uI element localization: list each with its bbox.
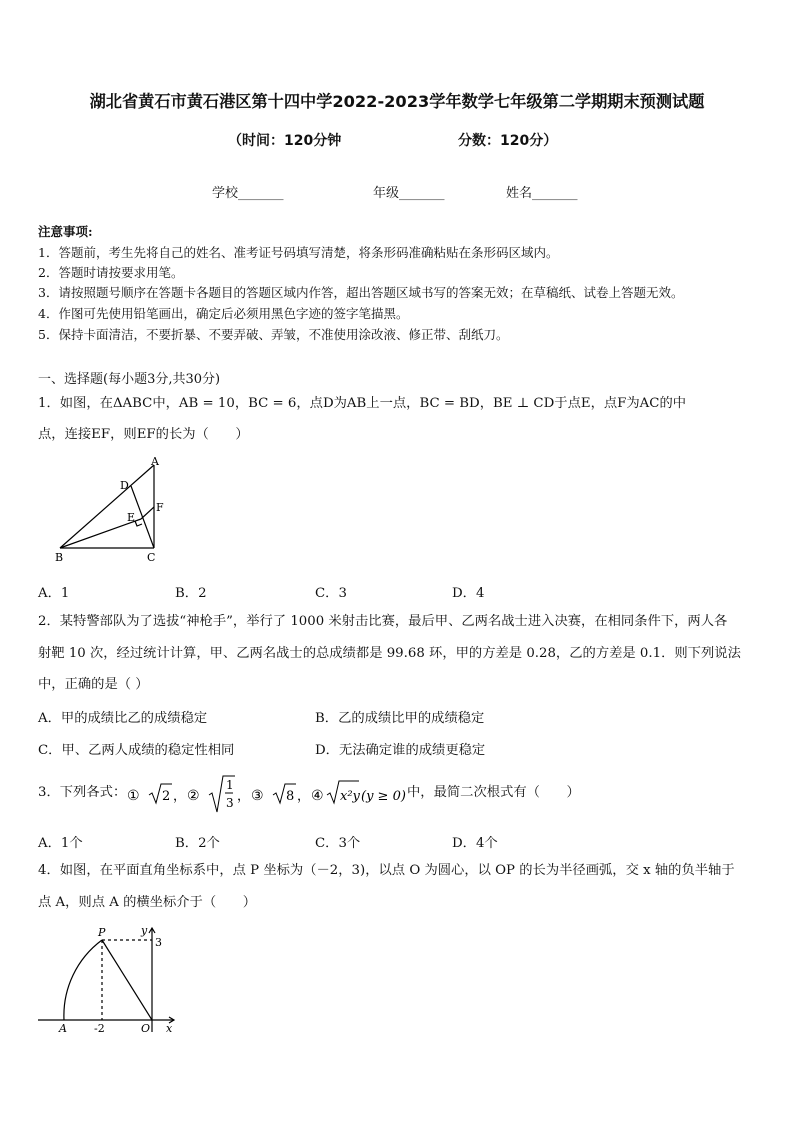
q2-option-c[interactable]: C．甲、乙两人成绩的稳定性相同 <box>38 743 235 758</box>
q2-option-d[interactable]: D．无法确定谁的成绩更稳定 <box>315 743 486 758</box>
q3-radicand-3: 8 <box>286 789 295 804</box>
q4-label-o: O <box>141 1022 151 1035</box>
q1-option-a[interactable]: A．1 <box>38 586 70 601</box>
q4-text-line1: 4．如图，在平面直角坐标系中，点 P 坐标为（－2，3)，以点 O 为圆心，以 OP 的长为半径画弧，交 x 轴的负半轴于 <box>38 863 735 878</box>
notice-item: 5．保持卡面清洁，不要折暴、不要弄破、弄皱，不准使用涂改液、修正带、刮纸刀。 <box>38 327 509 342</box>
school-field: 学校_______ <box>212 186 284 201</box>
q1-option-d[interactable]: D．4 <box>452 586 485 601</box>
q3-mark-1: ① <box>127 788 140 804</box>
q3-radicand-1: 2 <box>162 789 171 804</box>
q1-label-a: A <box>151 455 159 468</box>
q3-suffix: 中，最简二次根式有（ ） <box>407 785 580 800</box>
q3-mark-3: ③ <box>251 788 264 804</box>
exam-title: 湖北省黄石市黄石港区第十四中学2022-2023学年数学七年级第二学期期末预测试题 <box>89 92 705 111</box>
q4-label-neg2: -2 <box>94 1022 105 1035</box>
q2-option-a[interactable]: A．甲的成绩比乙的成绩稳定 <box>38 711 208 726</box>
q1-label-b: B <box>55 551 64 564</box>
q1-label-e: E <box>127 511 136 524</box>
q4-label-3: 3 <box>155 936 162 949</box>
exam-time: （时间：120分钟 <box>228 133 342 149</box>
q3-condition: (y ≥ 0) <box>361 789 406 804</box>
q1-text-line1: 1．如图，在ΔABC中，AB = 10，BC = 6，点D为AB上一点，BC = BD，BE ⊥ CD于点E，点F为AC的中 <box>38 396 687 411</box>
q3-mark-4: ④ <box>311 788 324 804</box>
notice-item: 2．答题时请按要求用笔。 <box>38 265 184 280</box>
q3-mark-2: ② <box>187 788 200 804</box>
section-heading: 一、选择题(每小题3分,共30分) <box>38 372 221 387</box>
grade-field: 年级_______ <box>373 186 445 201</box>
q3-radicand-4: x²y <box>340 789 360 804</box>
q4-label-p: P <box>98 926 106 939</box>
q1-triangle-figure <box>50 455 180 567</box>
svg-text:，: ， <box>237 789 251 804</box>
q4-label-a: A <box>59 1022 67 1035</box>
q3-fraction-den: 3 <box>226 796 234 810</box>
notice-heading: 注意事项: <box>38 224 93 239</box>
q1-label-d: D <box>120 479 129 492</box>
q1-option-c[interactable]: C．3 <box>315 586 347 601</box>
exam-score: 分数：120分） <box>458 133 558 149</box>
q4-label-y: y <box>141 924 148 937</box>
q2-text-line2: 射靶 10 次，经过统计计算，甲、乙两名战士的总成绩都是 99.68 环，甲的方差是 0.28，乙的方差是 0.1．则下列说法 <box>38 646 741 661</box>
q2-text-line1: 2．某特警部队为了选拔“神枪手”，举行了 1000 米射击比赛，最后甲、乙两名战士进入决赛，在相同条件下，两人各 <box>38 614 728 629</box>
q3-option-c[interactable]: C．3个 <box>315 836 361 851</box>
q4-text-line2: 点 A，则点 A 的横坐标介于（ ） <box>38 895 257 910</box>
svg-text:，: ， <box>297 789 311 804</box>
q2-option-b[interactable]: B．乙的成绩比甲的成绩稳定 <box>315 711 485 726</box>
svg-text:，: ， <box>173 789 187 804</box>
q1-option-b[interactable]: B．2 <box>175 586 207 601</box>
notice-item: 4．作图可先使用铅笔画出，确定后必须用黑色字迹的签字笔描黑。 <box>38 306 409 321</box>
q1-text-line2: 点，连接EF，则EF的长为（ ） <box>38 427 249 442</box>
q1-label-c: C <box>147 551 156 564</box>
q1-label-f: F <box>156 501 164 514</box>
q3-fraction-num: 1 <box>226 778 234 792</box>
name-field: 姓名_______ <box>506 186 578 201</box>
q3-option-a[interactable]: A．1个 <box>38 836 83 851</box>
q3-option-d[interactable]: D．4个 <box>452 836 498 851</box>
q3-option-b[interactable]: B．2个 <box>175 836 220 851</box>
notice-item: 1．答题前，考生先将自己的姓名、准考证号码填写清楚，将条形码准确粘贴在条形码区域内。 <box>38 245 559 260</box>
q3-prefix: 3．下列各式： <box>38 785 127 800</box>
notice-item: 3．请按照题号顺序在答题卡各题目的答题区域内作答，超出答题区域书写的答案无效；在草稿纸、试卷上答题无效。 <box>38 285 684 300</box>
q4-coordinate-figure <box>34 922 184 1037</box>
q2-text-line3: 中，正确的是（ ） <box>38 677 149 692</box>
q4-label-x: x <box>166 1022 173 1035</box>
